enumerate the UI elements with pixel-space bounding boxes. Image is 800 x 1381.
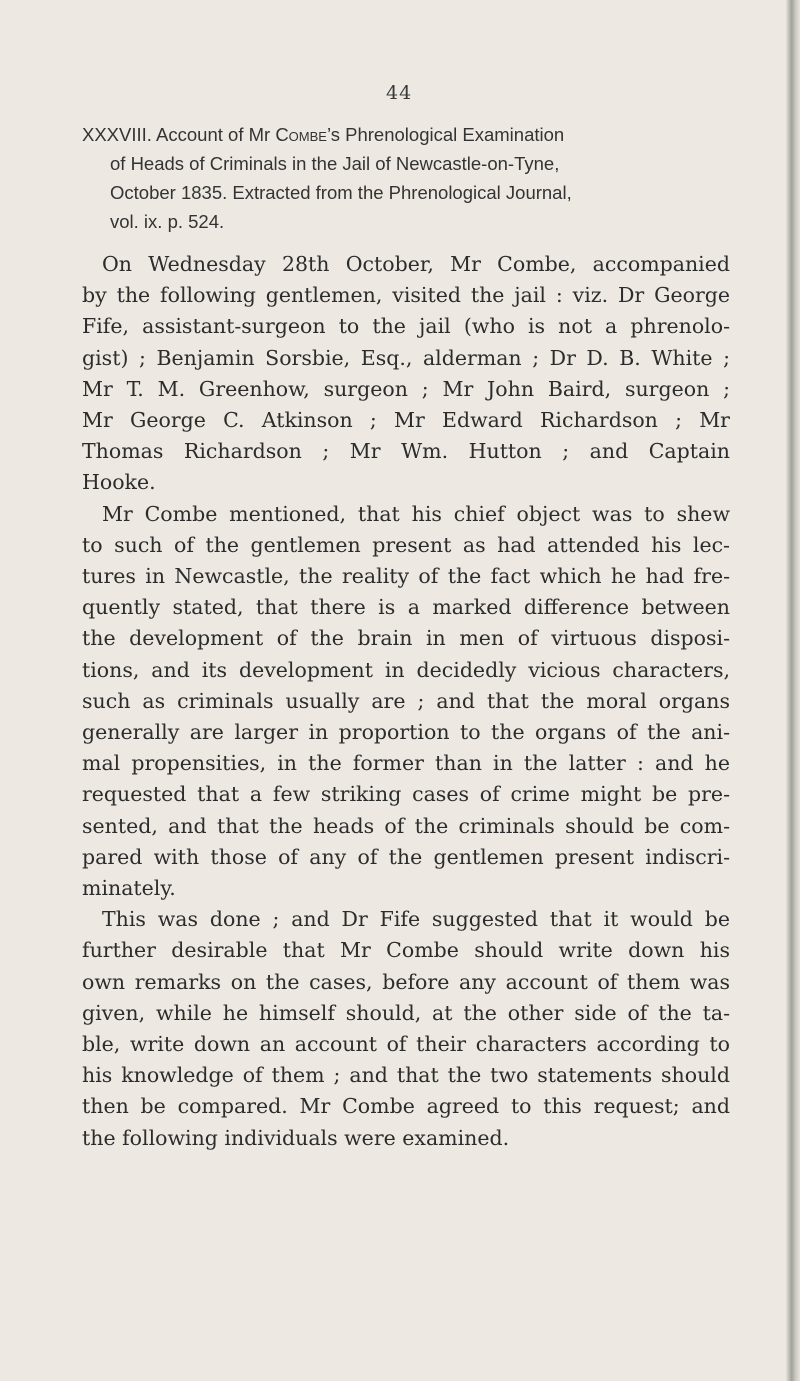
paragraph-line: tions, and its development in decidedly vicious characters, (82, 657, 730, 682)
paragraph-line: Thomas Richardson ; Mr Wm. Hutton ; and Captain (82, 439, 730, 464)
heading-line-3: October 1835. Extracted from the Phrenological Journal, (110, 182, 572, 203)
paragraph-line: then be compared. Mr Combe agreed to this request; and (82, 1094, 730, 1119)
page-edge-shadow (786, 0, 800, 1381)
paragraph-line: Mr Combe mentioned, that his chief object was to shew (102, 501, 730, 526)
paragraph-line: the following individuals were examined. (82, 1125, 510, 1150)
paragraph-line: own remarks on the cases, before any account of them was (82, 969, 730, 994)
paragraph-line: Mr T. M. Greenhow, surgeon ; Mr John Baird, surgeon ; (82, 376, 730, 401)
paragraph-line: the development of the brain in men of virtuous disposi- (82, 626, 730, 651)
paragraph-line: tures in Newcastle, the reality of the fact which he had fre- (82, 564, 730, 589)
heading-numeral: XXXVIII. (82, 124, 152, 145)
paragraph-line: This was done ; and Dr Fife suggested that it would be (102, 907, 730, 932)
body-text (82, 249, 730, 1154)
heading-line-2: of Heads of Criminals in the Jail of Newcastle-on-Tyne, (110, 153, 560, 174)
heading-line-1: XXXVIII. Account of Mr Combe’s Phrenological Examination (82, 124, 565, 145)
page-number: 44 (386, 82, 413, 104)
paragraph-line: minately. (82, 876, 176, 901)
paragraph-line: On Wednesday 28th October, Mr Combe, accompanied (102, 252, 730, 276)
paragraph-line: pared with those of any of the gentlemen present indiscri- (82, 844, 730, 869)
paragraph-line: generally are larger in proportion to the organs of the ani- (82, 720, 730, 745)
paragraph-line: by the following gentlemen, visited the jail : viz. Dr George (82, 283, 730, 308)
paragraph-line: to such of the gentlemen present as had attended his lec- (82, 532, 730, 557)
paragraph-line: quently stated, that there is a marked difference between (82, 595, 730, 620)
paragraph-line: sented, and that the heads of the criminals should be com- (82, 813, 730, 838)
paragraph-line: Hooke. (82, 470, 156, 495)
paragraph-line: Fife, assistant-surgeon to the jail (who is not a phrenolo- (82, 314, 730, 339)
paragraph-line: such as criminals usually are ; and that the moral organs (82, 688, 730, 713)
paragraph-line: further desirable that Mr Combe should write down his (82, 938, 730, 963)
paragraph-line: requested that a few striking cases of crime might be pre- (82, 782, 730, 807)
paragraph-line: gist) ; Benjamin Sorsbie, Esq., alderman ; Dr D. B. White ; (82, 345, 730, 370)
paragraph-line: mal propensities, in the former than in the latter : and he (82, 751, 730, 776)
paragraph-line: given, while he himself should, at the other side of the ta- (82, 1000, 730, 1025)
paragraph-line: ble, write down an account of their characters according to (82, 1032, 730, 1057)
heading-line-4: vol. ix. p. 524. (110, 211, 225, 232)
paragraph-line: Mr George C. Atkinson ; Mr Edward Richardson ; Mr (82, 408, 730, 433)
section-heading (82, 120, 728, 236)
paragraph-line: his knowledge of them ; and that the two statements should (82, 1063, 730, 1088)
